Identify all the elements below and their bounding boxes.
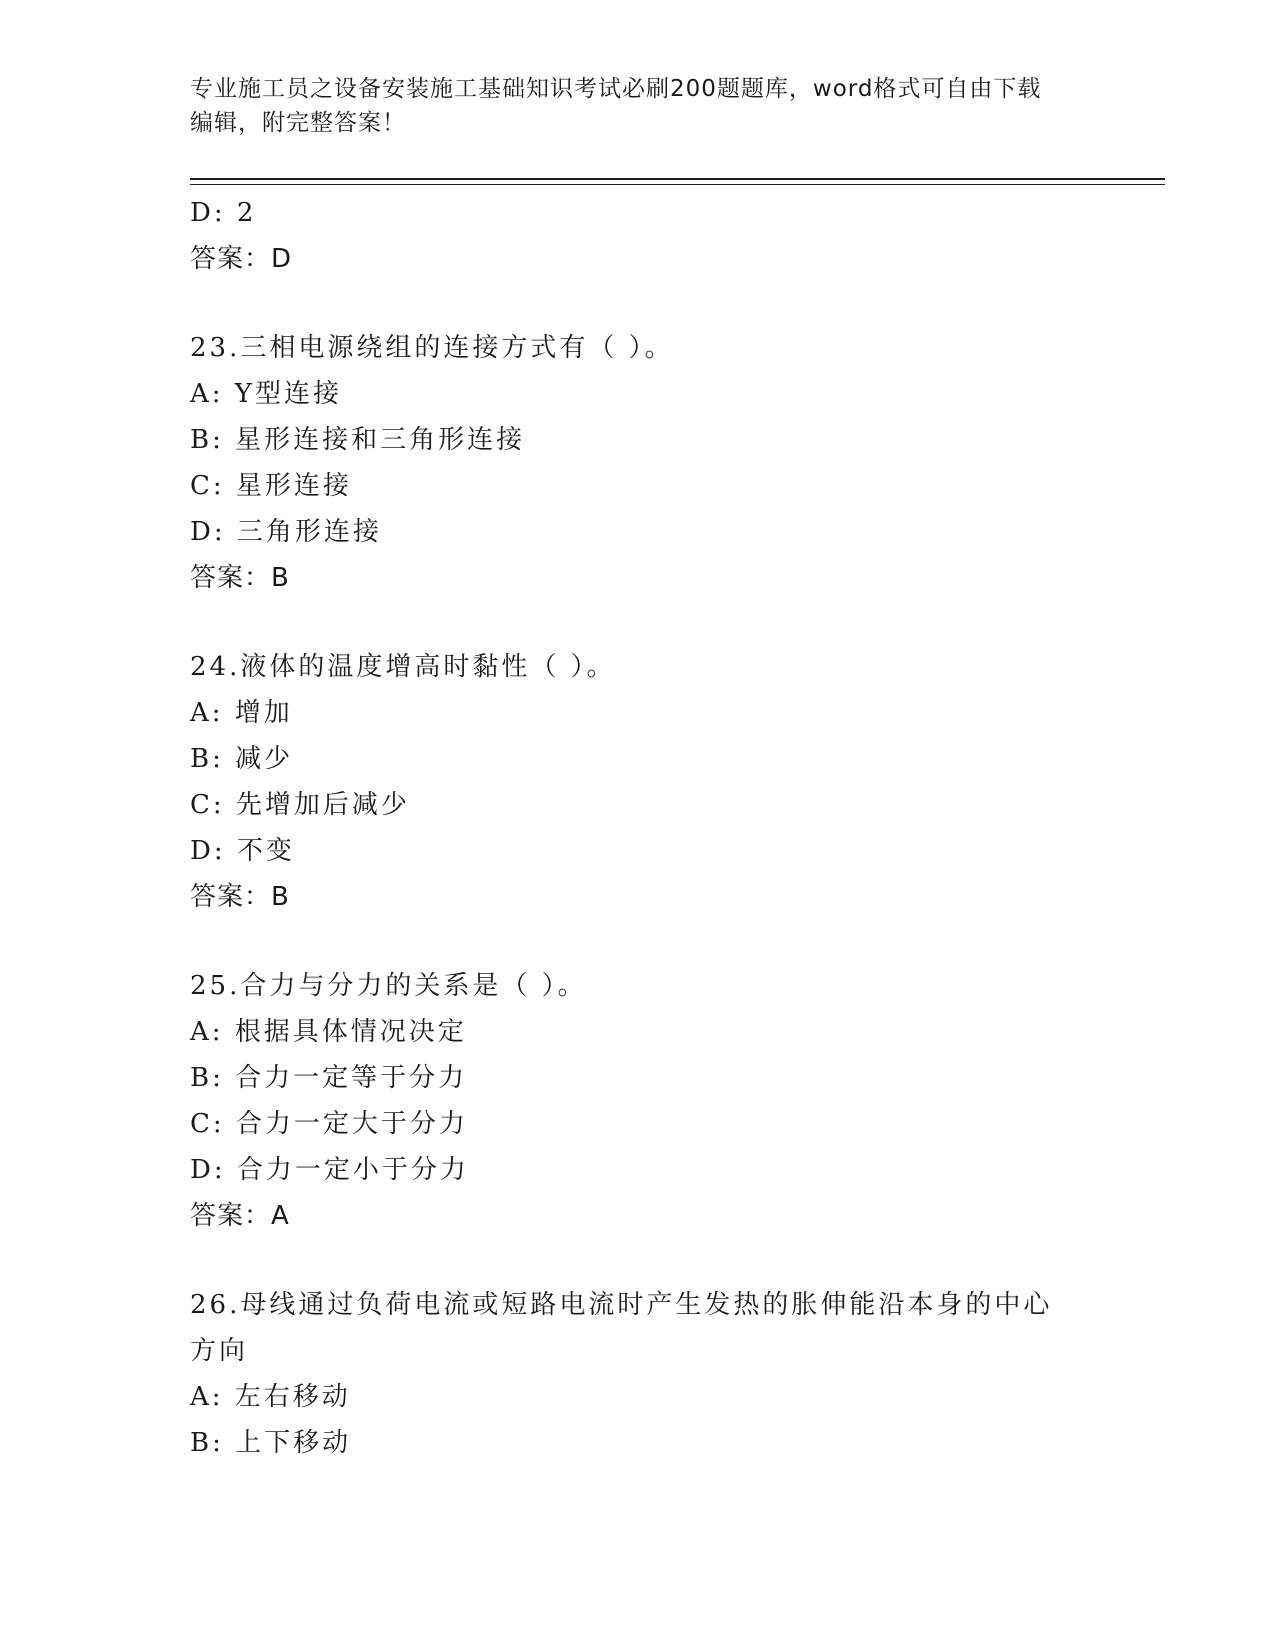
header-line-1: 专业施工员之设备安装施工基础知识考试必刷200题题库，word格式可自由下载	[190, 76, 1042, 102]
header-rule-thin	[190, 184, 1165, 185]
spacer	[190, 1239, 1090, 1282]
q23-option-d: D: 三角形连接	[190, 517, 382, 547]
q25-option-d: D: 合力一定小于分力	[190, 1155, 469, 1185]
q25-option-a: A: 根据具体情况决定	[190, 1017, 467, 1047]
q23-option-a: A: Y型连接	[190, 379, 342, 409]
document-header	[190, 72, 1090, 140]
q23-option-c: C: 星形连接	[190, 471, 352, 501]
q24-option-c: C: 先增加后减少	[190, 790, 410, 820]
q23-option-b: B: 星形连接和三角形连接	[190, 425, 526, 455]
q24-option-b: B: 减少	[190, 744, 294, 774]
q24-question: 24.液体的温度增高时黏性（ ）。	[190, 652, 616, 682]
q24-option-a: A: 增加	[190, 698, 293, 728]
spacer	[190, 920, 1090, 963]
q22-answer: 答案：D	[190, 244, 293, 274]
spacer	[190, 282, 1090, 325]
q25-option-c: C: 合力一定大于分力	[190, 1109, 468, 1139]
spacer	[190, 601, 1090, 644]
question-list	[190, 190, 1090, 1466]
q26-option-a: A: 左右移动	[190, 1382, 351, 1412]
q25-option-b: B: 合力一定等于分力	[190, 1063, 468, 1093]
q26-question: 26.母线通过负荷电流或短路电流时产生发热的胀伸能沿本身的中心方向	[190, 1290, 1053, 1366]
header-rule-thick	[190, 178, 1165, 180]
q23-answer: 答案：B	[190, 563, 290, 593]
q24-option-d: D: 不变	[190, 836, 295, 866]
header-line-2: 编辑，附完整答案！	[190, 110, 406, 136]
q23-question: 23.三相电源绕组的连接方式有（ ）。	[190, 333, 674, 363]
q26-option-b: B: 上下移动	[190, 1428, 352, 1458]
q25-question: 25.合力与分力的关系是（ ）。	[190, 971, 587, 1001]
q24-answer: 答案：B	[190, 882, 290, 912]
q25-answer: 答案：A	[190, 1201, 290, 1231]
q22-option-d: D: 2	[190, 198, 257, 228]
